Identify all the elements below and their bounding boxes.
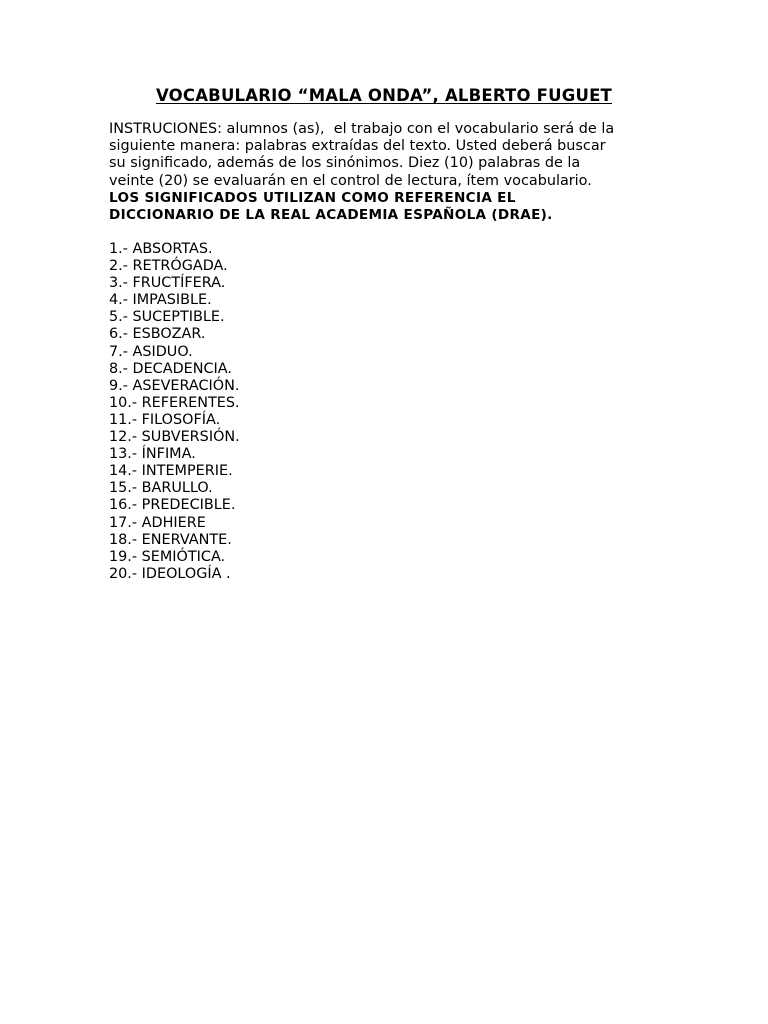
emphasis-line: LOS SIGNIFICADOS UTILIZAN COMO REFERENCIA EL: [109, 189, 516, 206]
instructions-line: INSTRUCIONES: alumnos (as), el trabajo con el vocabulario será de la: [109, 121, 615, 137]
vocabulary-item: 15.- BARULLO.: [109, 480, 213, 497]
vocabulary-item: 19.- SEMIÓTICA.: [109, 548, 226, 565]
vocabulary-item: 13.- ÍNFIMA.: [109, 446, 196, 463]
vocabulary-item: 17.- ADHIERE: [109, 514, 206, 531]
vocabulary-item: 16.- PREDECIBLE.: [109, 497, 236, 514]
vocabulary-item: 18.- ENERVANTE.: [109, 531, 232, 548]
vocabulary-item: 5.- SUCEPTIBLE.: [109, 309, 225, 326]
instructions-paragraph: [109, 121, 669, 224]
instructions-line: su significado, además de los sinónimos. Diez (10) palabras de la: [109, 155, 581, 172]
instructions-line: siguiente manera: palabras extraídas del texto. Usted deberá buscar: [109, 138, 606, 155]
vocabulary-item: 8.- DECADENCIA.: [109, 360, 232, 377]
vocabulary-item: 14.- INTEMPERIE.: [109, 463, 233, 480]
vocabulary-item: 20.- IDEOLOGÍA .: [109, 565, 231, 582]
emphasis-line: DICCIONARIO DE LA REAL ACADEMIA ESPAÑOLA (DRAE).: [109, 207, 553, 224]
vocabulary-item: 2.- RETRÓGADA.: [109, 258, 228, 275]
vocabulary-item: 9.- ASEVERACIÓN.: [109, 377, 240, 394]
document-title: VOCABULARIO “MALA ONDA”, ALBERTO FUGUET: [155, 86, 613, 105]
vocabulary-item: 10.- REFERENTES.: [109, 394, 240, 411]
vocabulary-item: 7.- ASIDUO.: [109, 343, 193, 360]
vocabulary-item: 3.- FRUCTÍFERA.: [109, 275, 226, 292]
vocabulary-list: [109, 241, 240, 583]
vocabulary-item: 1.- ABSORTAS.: [109, 241, 213, 257]
vocabulary-item: 4.- IMPASIBLE.: [109, 292, 212, 309]
vocabulary-item: 12.- SUBVERSIÓN.: [109, 429, 240, 446]
vocabulary-item: 11.- FILOSOFÍA.: [109, 411, 221, 428]
instructions-line: veinte (20) se evaluarán en el control de lectura, ítem vocabulario.: [109, 172, 592, 189]
vocabulary-item: 6.- ESBOZAR.: [109, 326, 206, 343]
